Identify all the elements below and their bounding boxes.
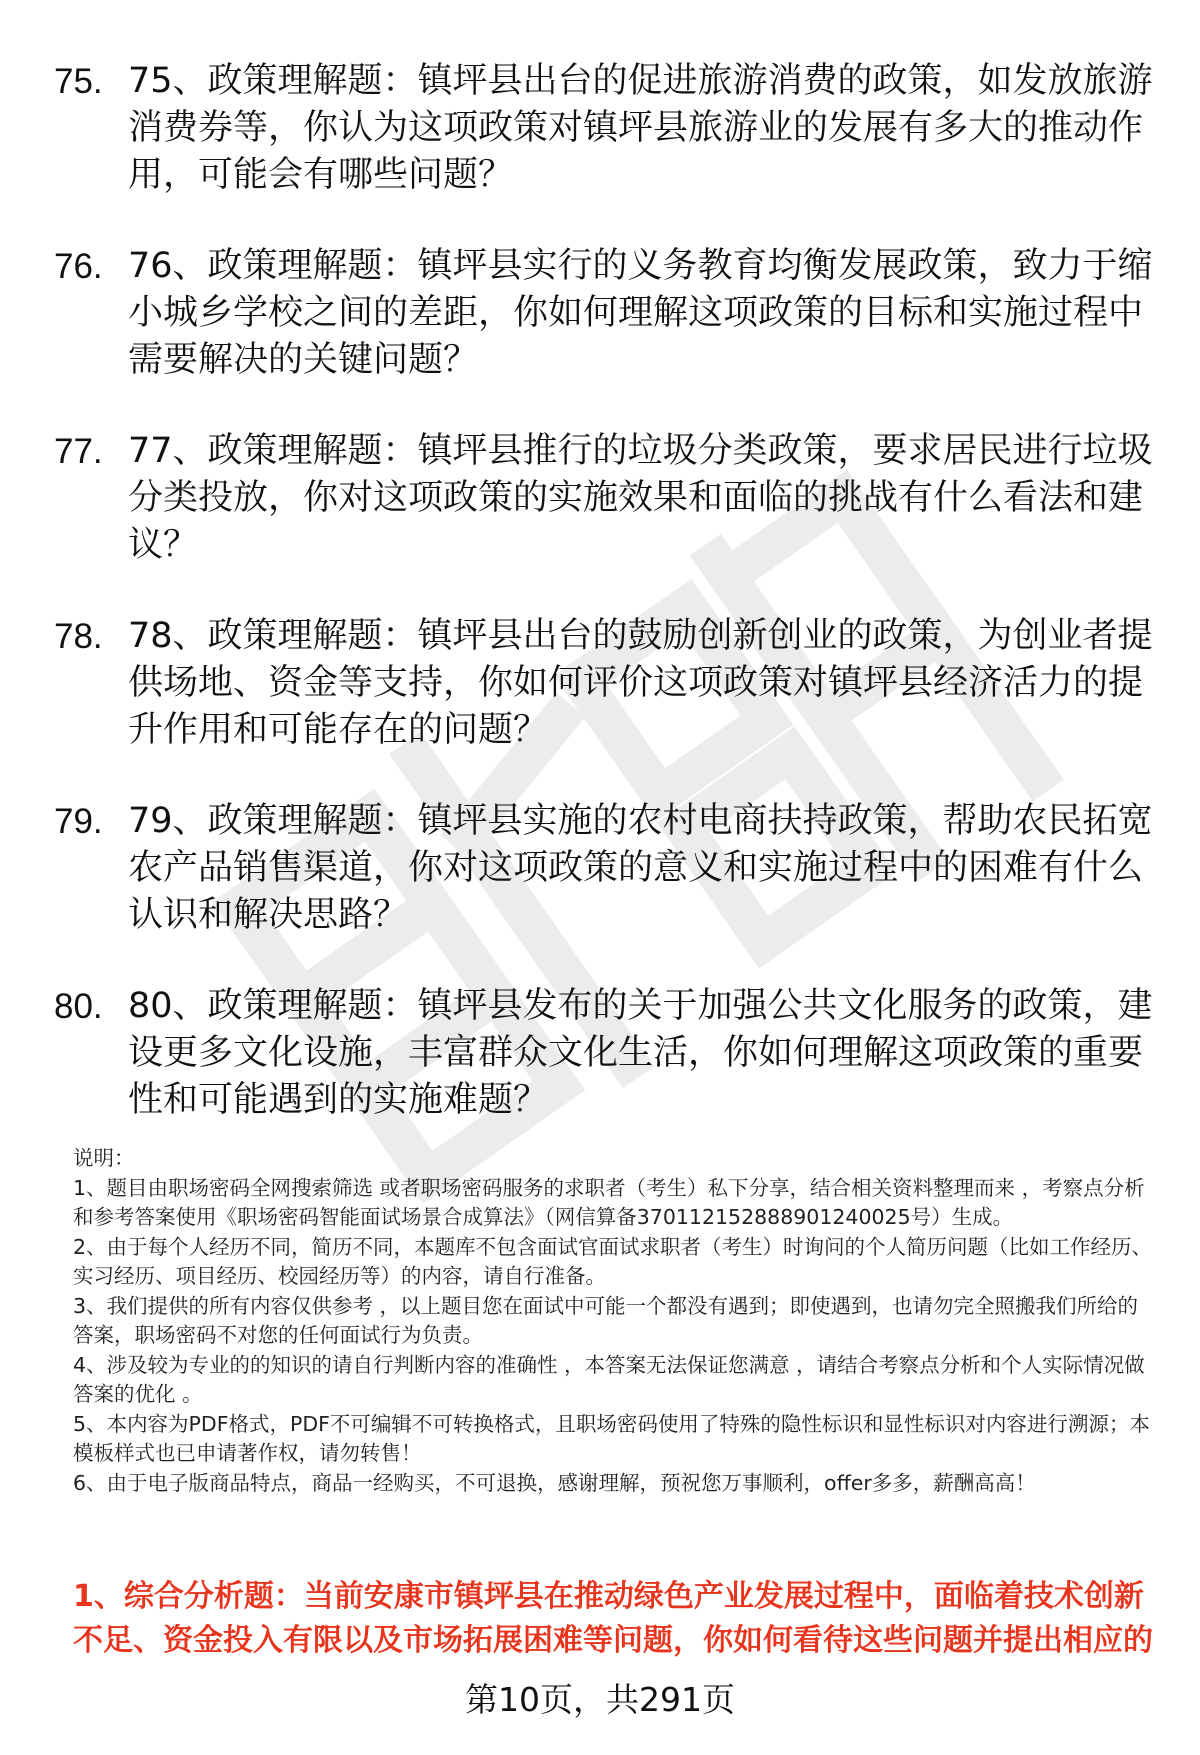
page-number: 第10页，共291页 bbox=[465, 1680, 735, 1719]
next-question-heading: 1、综合分析题：当前安康市镇坪县在推动绿色产业发展过程中，面临着技术创新不足、资金投入有限以及市场拓展困难等问题，你如何看待这些问题并提出相应的 bbox=[73, 1579, 1153, 1658]
notes-section bbox=[73, 1144, 1158, 1498]
question-text: 78、政策理解题：镇坪县出台的鼓励创新创业的政策，为创业者提供场地、资金等支持，你如何评价这项政策对镇坪县经济活力的提升作用和可能存在的问题？ bbox=[128, 616, 1153, 750]
question-text: 80、政策理解题：镇坪县发布的关于加强公共文化服务的政策，建设更多文化设施，丰富群众文化生活，你如何理解这项政策的重要性和可能遇到的实施难题？ bbox=[128, 986, 1153, 1120]
question-item bbox=[0, 58, 1200, 199]
question-item bbox=[0, 243, 1200, 384]
question-number: 78. bbox=[54, 617, 103, 656]
note-item: 6、由于电子版商品特点，商品一经购买，不可退换，感谢理解，预祝您万事顺利，offer多多，薪酬高高！ bbox=[73, 1470, 1036, 1495]
question-item bbox=[0, 983, 1200, 1124]
note-item: 1、题目由职场密码全网搜索筛选 或者职场密码服务的求职者（考生）私下分享，结合相关资料整理而来 ，考察点分析和参考答案使用《职场密码智能面试场景合成算法》（网信算备370112152888901240025号）生成。 bbox=[73, 1175, 1145, 1229]
question-list bbox=[0, 58, 1200, 1168]
question-item bbox=[0, 798, 1200, 939]
question-text: 77、政策理解题：镇坪县推行的垃圾分类政策，要求居民进行垃圾分类投放，你对这项政策的实施效果和面临的挑战有什么看法和建议？ bbox=[128, 431, 1153, 565]
question-text: 76、政策理解题：镇坪县实行的义务教育均衡发展政策，致力于缩小城乡学校之间的差距，你如何理解这项政策的目标和实施过程中需要解决的关键问题？ bbox=[128, 246, 1153, 380]
question-number: 77. bbox=[54, 432, 103, 471]
question-text: 75、政策理解题：镇坪县出台的促进旅游消费的政策，如发放旅游消费券等，你认为这项政策对镇坪县旅游业的发展有多大的推动作用，可能会有哪些问题？ bbox=[128, 61, 1153, 195]
question-text: 79、政策理解题：镇坪县实施的农村电商扶持政策，帮助农民拓宽农产品销售渠道，你对这项政策的意义和实施过程中的困难有什么认识和解决思路？ bbox=[128, 801, 1153, 935]
question-number: 76. bbox=[54, 247, 103, 286]
question-number: 79. bbox=[54, 802, 103, 841]
question-number: 75. bbox=[54, 62, 103, 101]
notes-heading: 说明： bbox=[73, 1146, 135, 1170]
question-number: 80. bbox=[54, 987, 103, 1026]
note-item: 2、由于每个人经历不同，简历不同，本题库不包含面试官面试求职者（考生）时询问的个人简历问题（比如工作经历、实习经历、项目经历、校园经历等）的内容，请自行准备。 bbox=[73, 1234, 1153, 1288]
note-item: 5、本内容为PDF格式，PDF不可编辑不可转换格式，且职场密码使用了特殊的隐性标识和显性标识对内容进行溯源；本模板样式也已申请著作权，请勿转售！ bbox=[73, 1411, 1150, 1465]
question-item bbox=[0, 613, 1200, 754]
note-item: 3、我们提供的所有内容仅供参考 ，以上题目您在面试中可能一个都没有遇到；即使遇到，也请勿完全照搬我们所给的答案，职场密码不对您的任何面试行为负责。 bbox=[73, 1293, 1139, 1347]
note-item: 4、涉及较为专业的的知识的请自行判断内容的准确性 ，本答案无法保证您满意 ，请结合考察点分析和个人实际情况做答案的优化 。 bbox=[73, 1352, 1145, 1406]
question-item bbox=[0, 428, 1200, 569]
